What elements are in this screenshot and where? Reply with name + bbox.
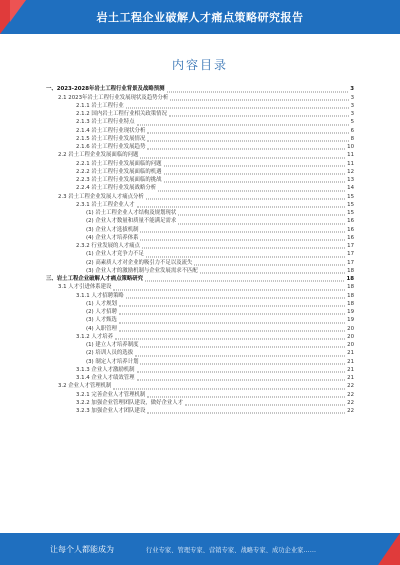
toc-entry-title: 2.3.2 行业发展的人才痛点 xyxy=(76,243,140,250)
toc-entry[interactable] xyxy=(46,86,354,94)
toc-leader-dots xyxy=(178,223,345,224)
toc-entry-title: (2) 高素质人才对企业的吸引力不足以及流失 xyxy=(86,259,193,266)
toc-entry[interactable] xyxy=(46,350,354,358)
toc-entry-title: 2.2.2 岩土工程行业发展面临的机遇 xyxy=(76,168,162,175)
toc-entry[interactable] xyxy=(46,226,354,234)
toc-leader-dots xyxy=(147,413,345,414)
toc-entry[interactable] xyxy=(46,358,354,366)
toc-entry[interactable] xyxy=(46,276,354,284)
toc-entry-title: 3.1.2 人才培养 xyxy=(76,333,113,340)
toc-leader-dots xyxy=(200,273,345,274)
table-of-contents xyxy=(46,86,354,416)
toc-entry[interactable] xyxy=(46,334,354,342)
toc-entry[interactable] xyxy=(46,408,354,416)
toc-entry-title: 三、岩土工程企业破解人才痛点策略研究 xyxy=(46,276,144,283)
toc-leader-dots xyxy=(147,149,345,150)
toc-leader-dots xyxy=(147,141,348,142)
toc-entry-title: 2.1.1 岩土工程行业 xyxy=(76,102,124,109)
toc-entry-title: 3.1.1 人才招聘策略 xyxy=(76,292,124,299)
toc-leader-dots xyxy=(140,231,345,232)
toc-entry[interactable] xyxy=(46,325,354,333)
toc-entry[interactable] xyxy=(46,103,354,111)
toc-entry-title: (1) 岩土工程企业人才结构及规划现状 xyxy=(86,210,177,217)
footer-lead-text: 让每个人都能成为 xyxy=(50,545,114,554)
toc-leader-dots xyxy=(169,116,349,117)
toc-leader-dots xyxy=(113,388,345,389)
toc-entry-title: 3.1.4 企业人才绩效管理 xyxy=(76,375,135,382)
toc-entry[interactable] xyxy=(46,210,354,218)
toc-heading: 内容目录 xyxy=(171,58,228,72)
footer-roles-text: 行业专家、管理专家、营销专家、战略专家、成功企业家…… xyxy=(146,547,317,554)
toc-entry-page: 15 xyxy=(347,210,354,217)
toc-entry-page: 19 xyxy=(347,309,354,316)
toc-entry-page: 3 xyxy=(350,94,354,101)
toc-entry-title: 2.1.6 岩土工程行业发展趋势 xyxy=(76,144,146,151)
toc-entry-title: 3.2 企业人才管理机制 xyxy=(58,383,112,390)
toc-entry-page: 3 xyxy=(350,102,354,109)
toc-entry-page: 14 xyxy=(347,185,354,192)
toc-entry-page: 12 xyxy=(347,168,354,175)
toc-entry-title: (3) 企业人才的激励机制与企业发展需求不匹配 xyxy=(86,267,198,274)
toc-entry[interactable] xyxy=(46,94,354,102)
toc-entry-title: (2) 培训人员的选拔 xyxy=(86,350,134,357)
toc-entry[interactable] xyxy=(46,177,354,185)
header-band xyxy=(0,0,400,34)
toc-entry-title: 2.2.4 岩土工程行业发展战略分析 xyxy=(76,185,157,192)
toc-entry[interactable] xyxy=(46,301,354,309)
toc-entry-title: 3.1 人才引进体系建设 xyxy=(58,284,112,291)
toc-entry-title: (4) 企业人才培养体系 xyxy=(86,234,139,241)
toc-entry-page: 21 xyxy=(347,358,354,365)
toc-entry-title: 3.2.2 加强企业管理团队建设，做好企业人才 xyxy=(76,399,184,406)
footer-band xyxy=(0,533,400,565)
toc-entry-page: 21 xyxy=(347,375,354,382)
toc-entry[interactable] xyxy=(46,268,354,276)
toc-leader-dots xyxy=(126,297,345,298)
toc-leader-dots xyxy=(178,215,345,216)
toc-entry-page: 22 xyxy=(347,399,354,406)
toc-entry-title: (4) 入职管理 xyxy=(86,325,117,332)
toc-leader-dots xyxy=(140,157,345,158)
toc-leader-dots xyxy=(158,190,345,191)
toc-entry[interactable] xyxy=(46,235,354,243)
toc-entry-page: 22 xyxy=(347,383,354,390)
toc-entry-title: (3) 人才甄选 xyxy=(86,317,117,324)
toc-entry[interactable] xyxy=(46,127,354,135)
toc-entry-page: 15 xyxy=(347,201,354,208)
toc-entry[interactable] xyxy=(46,391,354,399)
toc-leader-dots xyxy=(147,396,345,397)
toc-entry-title: 2.3.1 岩土工程企业人才 xyxy=(76,201,135,208)
toc-entry-page: 19 xyxy=(347,317,354,324)
toc-entry[interactable] xyxy=(46,119,354,127)
toc-entry-page: 10 xyxy=(347,144,354,151)
toc-leader-dots xyxy=(147,132,348,133)
toc-leader-dots xyxy=(185,405,345,406)
toc-entry-title: 2.2 岩土工程企业发展面临的问题 xyxy=(58,152,139,159)
toc-entry-title: 一、2023-2028年岩土工程行业背景及战略预测 xyxy=(46,86,165,93)
toc-entry-title: 2.1.5 岩土工程行业发展情况 xyxy=(76,135,146,142)
toc-entry[interactable] xyxy=(46,160,354,168)
toc-entry-title: 2.3 岩土工程企业发展人才痛点分析 xyxy=(58,193,144,200)
toc-entry-page: 3 xyxy=(350,86,354,93)
toc-entry[interactable] xyxy=(46,243,354,251)
toc-leader-dots xyxy=(119,306,345,307)
toc-entry-page: 16 xyxy=(347,218,354,225)
toc-entry-page: 6 xyxy=(350,127,354,134)
toc-leader-dots xyxy=(164,165,346,166)
toc-entry[interactable] xyxy=(46,259,354,267)
toc-entry[interactable] xyxy=(46,185,354,193)
toc-entry[interactable] xyxy=(46,111,354,119)
toc-entry-page: 22 xyxy=(347,391,354,398)
toc-entry-page: 11 xyxy=(347,152,354,159)
report-title: 岩土工程企业破解人才痛点策略研究报告 xyxy=(96,11,304,24)
toc-leader-dots xyxy=(164,182,346,183)
toc-leader-dots xyxy=(167,91,349,92)
toc-entry[interactable] xyxy=(46,144,354,152)
toc-leader-dots xyxy=(146,198,345,199)
toc-entry[interactable] xyxy=(46,342,354,350)
toc-leader-dots xyxy=(113,289,345,290)
toc-leader-dots xyxy=(142,248,345,249)
toc-entry-title: 2.1 2023年岩土工程行业发展现状及趋势分析 xyxy=(58,94,169,101)
toc-entry-page: 15 xyxy=(347,193,354,200)
toc-entry-title: 2.2.1 岩土工程行业发展面临的问题 xyxy=(76,160,162,167)
toc-entry-page: 3 xyxy=(350,111,354,118)
toc-leader-dots xyxy=(146,256,345,257)
toc-entry-page: 13 xyxy=(347,177,354,184)
toc-entry-title: 3.2.1 完善企业人才管理机制 xyxy=(76,391,146,398)
toc-entry-page: 5 xyxy=(350,119,354,126)
toc-leader-dots xyxy=(126,108,349,109)
toc-entry-page: 16 xyxy=(347,226,354,233)
toc-leader-dots xyxy=(137,372,346,373)
toc-entry-page: 20 xyxy=(347,342,354,349)
toc-entry-page: 16 xyxy=(347,234,354,241)
toc-leader-dots xyxy=(140,240,345,241)
toc-entry-page: 18 xyxy=(346,276,354,283)
toc-entry-page: 18 xyxy=(347,300,354,307)
toc-entry[interactable] xyxy=(46,169,354,177)
toc-entry-page: 21 xyxy=(347,366,354,373)
toc-entry-page: 18 xyxy=(347,292,354,299)
toc-leader-dots xyxy=(137,207,346,208)
toc-leader-dots xyxy=(137,380,346,381)
toc-entry[interactable] xyxy=(46,400,354,408)
toc-entry-page: 21 xyxy=(347,350,354,357)
toc-leader-dots xyxy=(170,99,348,100)
toc-entry-title: 3.2.3 加强企业人才团队建设 xyxy=(76,408,146,415)
toc-leader-dots xyxy=(140,347,345,348)
toc-entry[interactable] xyxy=(46,251,354,259)
toc-entry[interactable] xyxy=(46,375,354,383)
toc-entry-title: (2) 企业人才数量和质量不能满足需求 xyxy=(86,218,177,225)
toc-entry[interactable] xyxy=(46,292,354,300)
toc-entry-title: (3) 企业人才选拔机制 xyxy=(86,226,139,233)
toc-leader-dots xyxy=(140,363,345,364)
toc-entry-page: 17 xyxy=(347,259,354,266)
toc-entry-page: 17 xyxy=(347,243,354,250)
toc-entry[interactable] xyxy=(46,284,354,292)
toc-entry-title: 3.1.3 企业人才激励机制 xyxy=(76,366,135,373)
toc-entry[interactable] xyxy=(46,202,354,210)
toc-entry-title: 2.1.4 岩土工程行业现状分析 xyxy=(76,127,146,134)
toc-entry-page: 22 xyxy=(347,408,354,415)
toc-entry[interactable] xyxy=(46,152,354,160)
toc-entry[interactable] xyxy=(46,218,354,226)
toc-entry-page: 18 xyxy=(347,267,354,274)
toc-entry[interactable] xyxy=(46,309,354,317)
toc-leader-dots xyxy=(135,355,345,356)
footer-corner-decoration xyxy=(378,533,400,565)
toc-entry[interactable] xyxy=(46,317,354,325)
toc-leader-dots xyxy=(119,330,345,331)
toc-entry-page: 11 xyxy=(347,160,354,167)
toc-entry-title: 2.2.3 岩土工程行业发展面临的挑战 xyxy=(76,177,162,184)
toc-leader-dots xyxy=(119,322,345,323)
toc-entry-page: 20 xyxy=(347,333,354,340)
toc-entry-page: 8 xyxy=(350,135,354,142)
toc-entry-title: (1) 人才规划 xyxy=(86,300,117,307)
toc-leader-dots xyxy=(115,339,345,340)
toc-entry-title: (2) 人才招聘 xyxy=(86,309,117,316)
toc-leader-dots xyxy=(119,314,345,315)
toc-leader-dots xyxy=(137,124,349,125)
toc-entry-title: 2.1.3 岩土工程行业特点 xyxy=(76,119,135,126)
toc-leader-dots xyxy=(145,281,344,282)
toc-entry-title: (1) 建立人才培养制度 xyxy=(86,342,139,349)
toc-entry[interactable] xyxy=(46,383,354,391)
toc-leader-dots xyxy=(194,264,345,265)
toc-entry-page: 18 xyxy=(347,284,354,291)
toc-entry-title: (1) 企业人才竞争力不足 xyxy=(86,251,144,258)
toc-leader-dots xyxy=(164,174,346,175)
toc-entry-page: 20 xyxy=(347,325,354,332)
toc-entry-title: (3) 制定人才培养计划 xyxy=(86,358,139,365)
toc-entry-page: 17 xyxy=(347,251,354,258)
toc-entry[interactable] xyxy=(46,136,354,144)
toc-entry-title: 2.1.2 国内岩土工程行业相关政策情况 xyxy=(76,111,167,118)
toc-entry[interactable] xyxy=(46,367,354,375)
toc-entry[interactable] xyxy=(46,193,354,201)
